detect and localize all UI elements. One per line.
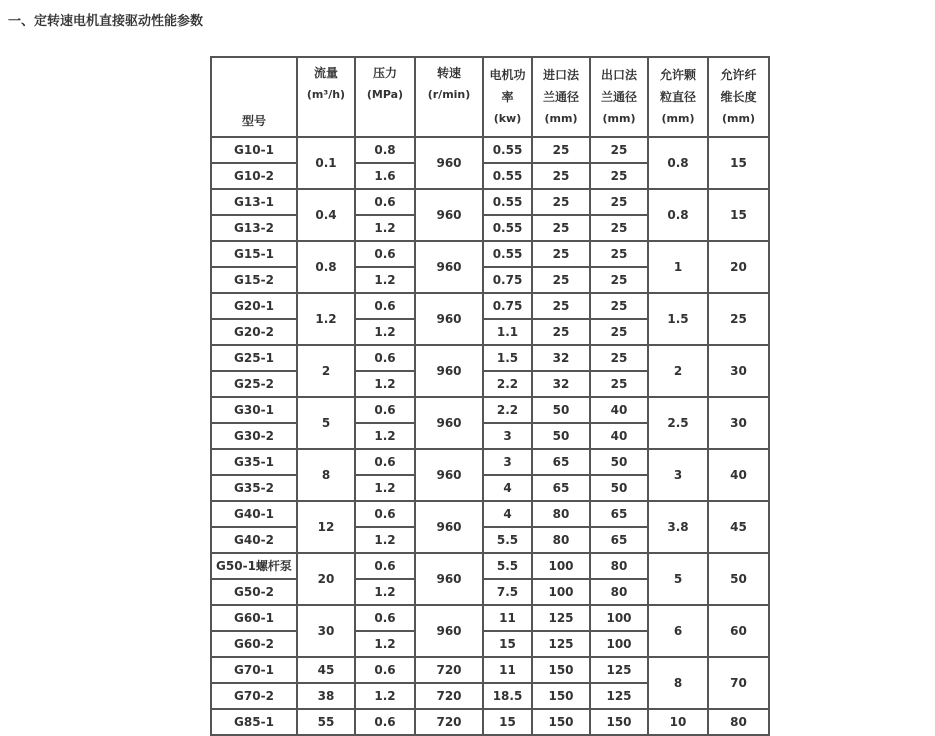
cell-power: 4: [483, 501, 532, 527]
cell-model: G50-2: [211, 579, 297, 605]
cell-inlet: 100: [532, 579, 590, 605]
cell-outlet: 25: [590, 345, 648, 371]
cell-inlet: 125: [532, 605, 590, 631]
cell-grain: 3: [648, 449, 708, 501]
cell-pressure: 0.6: [355, 657, 415, 683]
header-pressure: [355, 57, 415, 137]
cell-pressure: 1.2: [355, 475, 415, 501]
cell-inlet: 80: [532, 501, 590, 527]
cell-power: 5.5: [483, 527, 532, 553]
cell-inlet: 50: [532, 397, 590, 423]
cell-inlet: 100: [532, 553, 590, 579]
cell-fiber: 15: [708, 189, 769, 241]
header-grain: [648, 57, 708, 137]
cell-fiber: 70: [708, 657, 769, 709]
header-outlet-unit: (mm): [602, 112, 636, 125]
header-pressure-unit: (MPa): [366, 88, 404, 101]
cell-outlet: 25: [590, 319, 648, 345]
cell-model: G85-1: [211, 709, 297, 735]
cell-speed: 960: [415, 553, 483, 605]
cell-pressure: 1.2: [355, 631, 415, 657]
cell-speed: 960: [415, 189, 483, 241]
cell-pressure: 1.2: [355, 683, 415, 709]
cell-speed: 960: [415, 345, 483, 397]
cell-model: G40-2: [211, 527, 297, 553]
header-fiber-unit: (mm): [722, 112, 755, 125]
cell-model: G60-1: [211, 605, 297, 631]
table-row: [211, 449, 769, 475]
cell-grain: 8: [648, 657, 708, 709]
header-speed-unit: (r/min): [427, 88, 471, 101]
cell-model: G35-1: [211, 449, 297, 475]
header-speed: [415, 57, 483, 137]
cell-pressure: 0.6: [355, 241, 415, 267]
table-row: [211, 293, 769, 319]
cell-outlet: 25: [590, 215, 648, 241]
cell-outlet: 50: [590, 449, 648, 475]
cell-outlet: 125: [590, 657, 648, 683]
cell-speed: 960: [415, 241, 483, 293]
header-grain-unit: (mm): [661, 112, 695, 125]
cell-power: 1.5: [483, 345, 532, 371]
cell-inlet: 150: [532, 657, 590, 683]
cell-fiber: 40: [708, 449, 769, 501]
cell-grain: 1.5: [648, 293, 708, 345]
cell-speed: 960: [415, 605, 483, 657]
cell-grain: 2.5: [648, 397, 708, 449]
cell-outlet: 40: [590, 423, 648, 449]
cell-outlet: 25: [590, 163, 648, 189]
header-inlet-line1: 进口法: [542, 68, 579, 82]
cell-power: 0.55: [483, 137, 532, 163]
cell-fiber: 30: [708, 345, 769, 397]
cell-pressure: 1.2: [355, 215, 415, 241]
cell-model: G40-1: [211, 501, 297, 527]
cell-model: G20-2: [211, 319, 297, 345]
header-power-line2: 率: [501, 90, 514, 104]
cell-outlet: 150: [590, 709, 648, 735]
cell-model: G25-1: [211, 345, 297, 371]
cell-fiber: 25: [708, 293, 769, 345]
cell-outlet: 25: [590, 137, 648, 163]
cell-power: 7.5: [483, 579, 532, 605]
cell-flow: 0.4: [297, 189, 355, 241]
header-grain-line1: 允许颗: [659, 68, 696, 82]
cell-power: 0.55: [483, 215, 532, 241]
header-flow: [297, 57, 355, 137]
cell-inlet: 25: [532, 293, 590, 319]
cell-pressure: 1.2: [355, 527, 415, 553]
cell-flow: 1.2: [297, 293, 355, 345]
header-fiber: [708, 57, 769, 137]
cell-inlet: 65: [532, 449, 590, 475]
cell-fiber: 80: [708, 709, 769, 735]
header-flow-label: 流量: [313, 66, 338, 80]
header-flow-unit: (m³/h): [306, 88, 346, 101]
header-fiber-line2: 维长度: [720, 90, 757, 104]
cell-flow: 45: [297, 657, 355, 683]
cell-pressure: 0.6: [355, 293, 415, 319]
cell-grain: 6: [648, 605, 708, 657]
cell-power: 18.5: [483, 683, 532, 709]
cell-model: G15-1: [211, 241, 297, 267]
header-model-label: 型号: [241, 114, 266, 128]
cell-outlet: 100: [590, 605, 648, 631]
cell-inlet: 32: [532, 345, 590, 371]
table-row: [211, 137, 769, 163]
cell-model: G10-2: [211, 163, 297, 189]
cell-power: 3: [483, 449, 532, 475]
cell-speed: 720: [415, 657, 483, 683]
section-heading: 一、定转速电机直接驱动性能参数: [8, 14, 204, 29]
cell-flow: 38: [297, 683, 355, 709]
cell-model: G20-1: [211, 293, 297, 319]
cell-power: 0.55: [483, 189, 532, 215]
cell-pressure: 0.6: [355, 605, 415, 631]
cell-model: G30-1: [211, 397, 297, 423]
table-header-row: [211, 57, 769, 137]
cell-outlet: 25: [590, 267, 648, 293]
table-row: [211, 709, 769, 735]
header-outlet: [590, 57, 648, 137]
cell-grain: 3.8: [648, 501, 708, 553]
cell-inlet: 32: [532, 371, 590, 397]
cell-model: G70-1: [211, 657, 297, 683]
header-power-line1: 电机功: [489, 68, 526, 82]
cell-model: G15-2: [211, 267, 297, 293]
cell-flow: 55: [297, 709, 355, 735]
header-fiber-line1: 允许纤: [720, 68, 757, 82]
cell-pressure: 0.6: [355, 189, 415, 215]
cell-pressure: 0.6: [355, 449, 415, 475]
cell-inlet: 125: [532, 631, 590, 657]
cell-pressure: 0.8: [355, 137, 415, 163]
cell-inlet: 80: [532, 527, 590, 553]
header-inlet-unit: (mm): [544, 112, 578, 125]
header-power: [483, 57, 532, 137]
cell-inlet: 50: [532, 423, 590, 449]
cell-outlet: 25: [590, 371, 648, 397]
cell-pressure: 0.6: [355, 397, 415, 423]
cell-model: G70-2: [211, 683, 297, 709]
cell-model: G25-2: [211, 371, 297, 397]
cell-power: 15: [483, 631, 532, 657]
cell-pressure: 0.6: [355, 345, 415, 371]
cell-fiber: 30: [708, 397, 769, 449]
cell-outlet: 65: [590, 527, 648, 553]
cell-outlet: 80: [590, 553, 648, 579]
cell-inlet: 150: [532, 683, 590, 709]
table-row: [211, 345, 769, 371]
cell-model: G10-1: [211, 137, 297, 163]
cell-flow: 2: [297, 345, 355, 397]
cell-power: 5.5: [483, 553, 532, 579]
cell-power: 4: [483, 475, 532, 501]
table-row: [211, 397, 769, 423]
table-row: [211, 501, 769, 527]
cell-inlet: 25: [532, 319, 590, 345]
cell-pressure: 1.2: [355, 371, 415, 397]
cell-speed: 960: [415, 501, 483, 553]
cell-pressure: 0.6: [355, 553, 415, 579]
cell-inlet: 25: [532, 215, 590, 241]
cell-model: G13-2: [211, 215, 297, 241]
cell-flow: 30: [297, 605, 355, 657]
cell-model: G30-2: [211, 423, 297, 449]
cell-speed: 720: [415, 709, 483, 735]
cell-inlet: 150: [532, 709, 590, 735]
cell-fiber: 20: [708, 241, 769, 293]
cell-power: 3: [483, 423, 532, 449]
cell-speed: 960: [415, 449, 483, 501]
cell-model: G50-1螺杆泵: [211, 553, 297, 579]
cell-speed: 720: [415, 683, 483, 709]
performance-table: [210, 56, 770, 736]
cell-inlet: 25: [532, 189, 590, 215]
cell-flow: 0.8: [297, 241, 355, 293]
cell-power: 1.1: [483, 319, 532, 345]
cell-fiber: 15: [708, 137, 769, 189]
cell-outlet: 25: [590, 189, 648, 215]
table-body: [211, 137, 769, 735]
cell-outlet: 40: [590, 397, 648, 423]
cell-outlet: 100: [590, 631, 648, 657]
cell-power: 2.2: [483, 371, 532, 397]
cell-power: 15: [483, 709, 532, 735]
cell-speed: 960: [415, 137, 483, 189]
table-row: [211, 605, 769, 631]
cell-flow: 0.1: [297, 137, 355, 189]
header-inlet: [532, 57, 590, 137]
cell-flow: 20: [297, 553, 355, 605]
header-inlet-line2: 兰通径: [542, 90, 579, 104]
table-row: [211, 189, 769, 215]
header-speed-label: 转速: [436, 66, 461, 80]
header-outlet-line2: 兰通径: [600, 90, 637, 104]
cell-pressure: 1.2: [355, 579, 415, 605]
cell-fiber: 50: [708, 553, 769, 605]
cell-grain: 2: [648, 345, 708, 397]
cell-grain: 5: [648, 553, 708, 605]
table-row: [211, 241, 769, 267]
cell-pressure: 1.2: [355, 423, 415, 449]
cell-inlet: 25: [532, 241, 590, 267]
cell-pressure: 1.6: [355, 163, 415, 189]
cell-power: 11: [483, 657, 532, 683]
cell-flow: 5: [297, 397, 355, 449]
cell-power: 0.75: [483, 293, 532, 319]
header-grain-line2: 粒直径: [659, 90, 696, 104]
cell-inlet: 25: [532, 163, 590, 189]
cell-pressure: 1.2: [355, 319, 415, 345]
cell-speed: 960: [415, 397, 483, 449]
cell-inlet: 65: [532, 475, 590, 501]
table-row: [211, 553, 769, 579]
cell-outlet: 50: [590, 475, 648, 501]
cell-grain: 0.8: [648, 137, 708, 189]
cell-outlet: 65: [590, 501, 648, 527]
cell-pressure: 1.2: [355, 267, 415, 293]
header-power-unit: (kw): [493, 112, 522, 125]
cell-fiber: 60: [708, 605, 769, 657]
cell-power: 2.2: [483, 397, 532, 423]
cell-outlet: 125: [590, 683, 648, 709]
cell-inlet: 25: [532, 267, 590, 293]
cell-power: 0.55: [483, 163, 532, 189]
cell-model: G35-2: [211, 475, 297, 501]
header-pressure-label: 压力: [372, 66, 397, 80]
cell-grain: 0.8: [648, 189, 708, 241]
cell-fiber: 45: [708, 501, 769, 553]
cell-inlet: 25: [532, 137, 590, 163]
cell-flow: 12: [297, 501, 355, 553]
cell-outlet: 25: [590, 241, 648, 267]
cell-flow: 8: [297, 449, 355, 501]
cell-outlet: 80: [590, 579, 648, 605]
cell-model: G60-2: [211, 631, 297, 657]
cell-pressure: 0.6: [355, 709, 415, 735]
header-model: [211, 57, 297, 137]
table-row: [211, 657, 769, 683]
cell-power: 0.55: [483, 241, 532, 267]
cell-model: G13-1: [211, 189, 297, 215]
cell-outlet: 25: [590, 293, 648, 319]
cell-power: 11: [483, 605, 532, 631]
cell-grain: 1: [648, 241, 708, 293]
cell-speed: 960: [415, 293, 483, 345]
cell-power: 0.75: [483, 267, 532, 293]
cell-pressure: 0.6: [355, 501, 415, 527]
cell-grain: 10: [648, 709, 708, 735]
header-outlet-line1: 出口法: [600, 68, 637, 82]
